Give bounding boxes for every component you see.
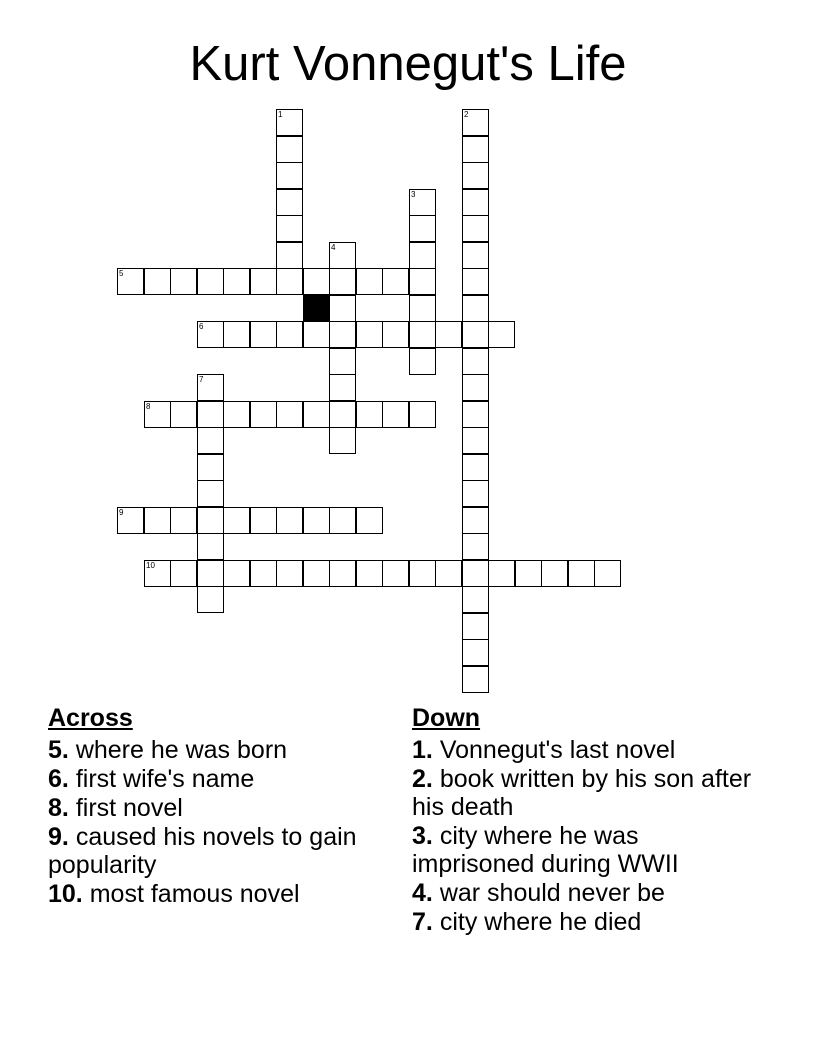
clue-text: caused his novels to gain popularity [48,823,357,879]
crossword-cell[interactable] [117,507,144,534]
crossword-cell[interactable] [462,427,489,454]
crossword-cell[interactable] [409,348,436,375]
clue-text: where he was born [75,736,288,764]
cell-number: 8 [146,402,151,411]
crossword-cell[interactable] [382,268,409,295]
clue-number: 10. [48,880,83,908]
clue-number: 4. [412,879,433,907]
down-clue-list [412,736,752,936]
down-clue [412,879,752,907]
crossword-cell[interactable] [197,560,224,587]
crossword-cell[interactable] [303,268,330,295]
cell-number: 6 [199,322,204,331]
across-clue-list [48,736,378,908]
page-title: Kurt Vonnegut's Life [189,37,627,91]
crossword-cell[interactable] [356,560,383,587]
crossword-cell[interactable] [462,189,489,216]
crossword-cell[interactable] [329,242,356,269]
crossword-cell[interactable] [250,507,277,534]
crossword-cell[interactable] [356,268,383,295]
crossword-cell[interactable] [197,401,224,428]
crossword-cell[interactable] [462,480,489,507]
crossword-cell[interactable] [144,560,171,587]
crossword-cell[interactable] [462,613,489,640]
across-clue [48,794,378,822]
down-clue [412,822,752,878]
crossword-cell[interactable] [276,136,303,163]
crossword-cell[interactable] [541,560,568,587]
down-clues [412,702,752,937]
crossword-cell[interactable] [197,268,224,295]
crossword-cell[interactable] [435,560,462,587]
crossword-cell[interactable] [409,242,436,269]
crossword-cell[interactable] [329,321,356,348]
crossword-cell[interactable] [197,480,224,507]
crossword-cell[interactable] [462,321,489,348]
crossword-cell[interactable] [594,560,621,587]
crossword-cell[interactable] [223,321,250,348]
clue-number: 7. [412,908,433,936]
crossword-cell[interactable] [462,136,489,163]
crossword-cell[interactable] [435,321,462,348]
crossword-cell[interactable] [409,560,436,587]
cell-number: 3 [411,190,416,199]
crossword-cell[interactable] [250,401,277,428]
clue-number: 1. [412,736,433,764]
crossword-cell[interactable] [197,321,224,348]
crossword-cell[interactable] [382,560,409,587]
crossword-cell[interactable] [197,586,224,613]
crossword-cell[interactable] [409,295,436,322]
crossword-cell[interactable] [462,295,489,322]
cell-number: 10 [146,561,155,570]
crossword-cell[interactable] [223,401,250,428]
across-clue [48,736,378,764]
clue-text: Vonnegut's last novel [439,736,676,764]
crossword-cell[interactable] [462,454,489,481]
crossword-cell[interactable] [170,268,197,295]
crossword-cell[interactable] [462,401,489,428]
crossword-cell[interactable] [462,109,489,136]
clue-number: 8. [48,794,69,822]
crossword-block-cell [303,295,330,322]
crossword-cell[interactable] [276,162,303,189]
crossword-cell[interactable] [515,560,542,587]
clue-text: first wife's name [75,765,255,793]
down-clue [412,736,752,764]
crossword-cell[interactable] [197,533,224,560]
crossword-cell[interactable] [462,507,489,534]
crossword-cell[interactable] [488,321,515,348]
crossword-cell[interactable] [329,427,356,454]
crossword-cell[interactable] [303,560,330,587]
cell-number: 2 [464,110,469,119]
crossword-cell[interactable] [329,295,356,322]
crossword-cell[interactable] [250,321,277,348]
crossword-cell[interactable] [144,507,171,534]
down-heading: Down [412,704,481,732]
crossword-cell[interactable] [409,189,436,216]
crossword-cell[interactable] [276,109,303,136]
crossword-cell[interactable] [462,374,489,401]
clue-text: city where he died [439,908,642,936]
crossword-cell[interactable] [250,560,277,587]
crossword-cell[interactable] [329,348,356,375]
crossword-cell[interactable] [356,507,383,534]
crossword-cell[interactable] [382,321,409,348]
across-clue [48,765,378,793]
crossword-cell[interactable] [250,268,277,295]
crossword-cell[interactable] [382,401,409,428]
across-clue [48,823,378,879]
clue-number: 2. [412,765,433,793]
crossword-cell[interactable] [488,560,515,587]
crossword-cell[interactable] [462,242,489,269]
crossword-cell[interactable] [356,401,383,428]
clue-text: most famous novel [89,880,300,908]
clue-text: war should never be [439,879,665,907]
crossword-cell[interactable] [409,215,436,242]
crossword-cell[interactable] [303,401,330,428]
crossword-cell[interactable] [329,507,356,534]
crossword-cell[interactable] [197,427,224,454]
across-clue [48,880,378,908]
crossword-cell[interactable] [462,666,489,693]
crossword-cell[interactable] [329,401,356,428]
clue-number: 9. [48,823,69,851]
crossword-cell[interactable] [462,639,489,666]
crossword-cell[interactable] [462,348,489,375]
down-clue [412,765,752,821]
crossword-cell[interactable] [303,507,330,534]
crossword-cell[interactable] [144,401,171,428]
crossword-cell[interactable] [462,215,489,242]
clue-text: book written by his son after his death [412,765,752,821]
crossword-cell[interactable] [356,321,383,348]
cell-number: 1 [278,110,283,119]
cell-number: 9 [119,508,124,517]
crossword-cell[interactable] [276,401,303,428]
crossword-cell[interactable] [144,268,171,295]
crossword-cell[interactable] [276,242,303,269]
crossword-cell[interactable] [223,268,250,295]
crossword-cell[interactable] [409,401,436,428]
across-heading: Across [48,704,133,732]
clue-text: first novel [75,794,183,822]
crossword-cell[interactable] [170,507,197,534]
crossword-cell[interactable] [223,560,250,587]
crossword-cell[interactable] [276,321,303,348]
clue-number: 5. [48,736,69,764]
clue-number: 6. [48,765,69,793]
cell-number: 7 [199,375,204,384]
crossword-cell[interactable] [276,507,303,534]
crossword-cell[interactable] [409,321,436,348]
crossword-cell[interactable] [462,268,489,295]
crossword-cell[interactable] [197,454,224,481]
crossword-cell[interactable] [568,560,595,587]
crossword-cell[interactable] [329,374,356,401]
across-clues [48,702,378,909]
crossword-cell[interactable] [409,268,436,295]
crossword-cell[interactable] [462,560,489,587]
crossword-cell[interactable] [117,268,144,295]
cell-number: 5 [119,269,124,278]
crossword-cell[interactable] [276,560,303,587]
cell-number: 4 [331,243,336,252]
down-clue [412,908,752,936]
crossword-cell[interactable] [276,268,303,295]
crossword-cell[interactable] [223,507,250,534]
crossword-cell[interactable] [329,560,356,587]
crossword-cell[interactable] [170,560,197,587]
crossword-cell[interactable] [170,401,197,428]
clue-number: 3. [412,822,433,850]
crossword-cell[interactable] [197,374,224,401]
crossword-cell[interactable] [197,507,224,534]
crossword-cell[interactable] [329,268,356,295]
crossword-cell[interactable] [462,162,489,189]
crossword-cell[interactable] [462,586,489,613]
crossword-cell[interactable] [276,189,303,216]
crossword-cell[interactable] [462,533,489,560]
crossword-cell[interactable] [276,215,303,242]
crossword-cell[interactable] [303,321,330,348]
clue-text: city where he was imprisoned during WWII [412,822,679,878]
